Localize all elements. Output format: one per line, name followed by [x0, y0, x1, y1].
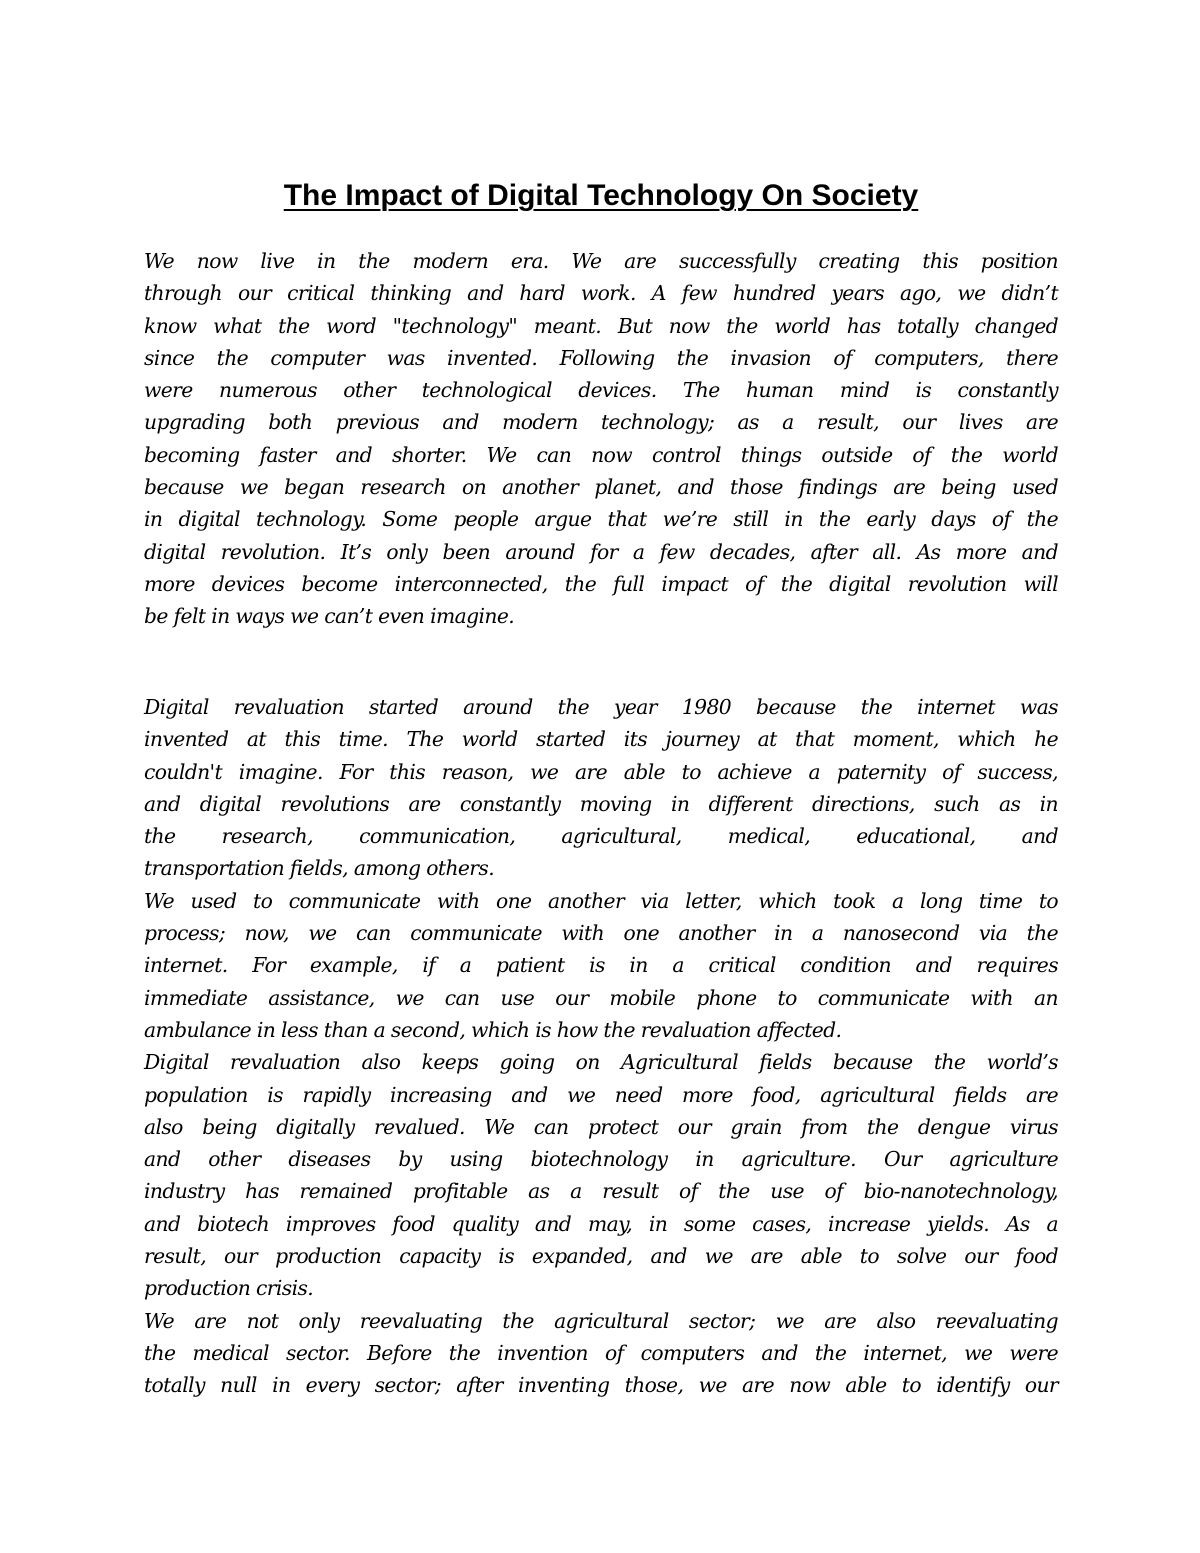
- text-line: and digital revolutions are constantly moving in different directions, such as in: [144, 791, 1058, 816]
- text-line: the medical sector. Before the invention of computers and the internet, we were: [144, 1340, 1058, 1365]
- text-line: the research, communication, agricultural, medical, educational, and: [144, 824, 1058, 849]
- text-line: couldn't imagine. For this reason, we are able to achieve a paternity of success,: [144, 759, 1058, 784]
- text-line: through our critical thinking and hard work. A few hundred years ago, we didn’t: [144, 281, 1058, 306]
- text-line: totally null in every sector; after inventing those, we are now able to identify our: [144, 1373, 1058, 1398]
- text-line: Digital revaluation also keeps going on Agricultural fields because the world’s: [144, 1050, 1058, 1075]
- paragraph-intro: [144, 245, 1058, 633]
- text-line: becoming faster and shorter. We can now control things outside of the world: [144, 442, 1058, 467]
- text-line: invented at this time. The world started its journey at that moment, which he: [144, 727, 1058, 752]
- text-line: and other diseases by using biotechnology in agriculture. Our agriculture: [144, 1147, 1058, 1172]
- text-line: ambulance in less than a second, which is how the revaluation affected.: [144, 1017, 842, 1042]
- text-line: be felt in ways we can’t even imagine.: [144, 604, 515, 629]
- paragraph-revolution: [144, 691, 1058, 1402]
- text-line: We used to communicate with one another via letter, which took a long time to: [144, 888, 1058, 913]
- text-line: more devices become interconnected, the full impact of the digital revolution will: [144, 571, 1058, 596]
- text-line: result, our production capacity is expanded, and we are able to solve our food: [144, 1244, 1058, 1269]
- text-line: and biotech improves food quality and may, in some cases, increase yields. As a: [144, 1211, 1058, 1236]
- text-line: transportation fields, among others.: [144, 856, 495, 881]
- text-line: population is rapidly increasing and we need more food, agricultural fields are: [144, 1082, 1058, 1107]
- text-line: Digital revaluation started around the year 1980 because the internet was: [144, 695, 1058, 719]
- text-line: digital revolution. It’s only been around for a few decades, after all. As more and: [144, 539, 1058, 564]
- text-line: process; now, we can communicate with one another in a nanosecond via the: [144, 921, 1058, 946]
- document-title: The Impact of Digital Technology On Society: [283, 179, 919, 212]
- text-line: immediate assistance, we can use our mobile phone to communicate with an: [144, 985, 1058, 1010]
- text-line: We are not only reevaluating the agricultural sector; we are also reevaluating: [144, 1308, 1058, 1333]
- text-line: in digital technology. Some people argue that we’re still in the early days of the: [144, 507, 1058, 532]
- text-line: upgrading both previous and modern technology; as a result, our lives are: [144, 410, 1058, 435]
- text-line: production crisis.: [144, 1276, 314, 1301]
- text-line: were numerous other technological devices. The human mind is constantly: [144, 378, 1058, 403]
- text-line: know what the word "technology" meant. But now the world has totally changed: [144, 313, 1058, 338]
- text-line: We now live in the modern era. We are successfully creating this position: [144, 249, 1058, 273]
- text-line: industry has remained profitable as a result of the use of bio-nanotechnology,: [144, 1179, 1058, 1204]
- text-line: because we began research on another planet, and those findings are being used: [144, 475, 1058, 500]
- text-line: internet. For example, if a patient is in a critical condition and requires: [144, 953, 1058, 978]
- text-line: also being digitally revalued. We can protect our grain from the dengue virus: [144, 1114, 1058, 1139]
- text-line: since the computer was invented. Following the invasion of computers, there: [144, 345, 1058, 370]
